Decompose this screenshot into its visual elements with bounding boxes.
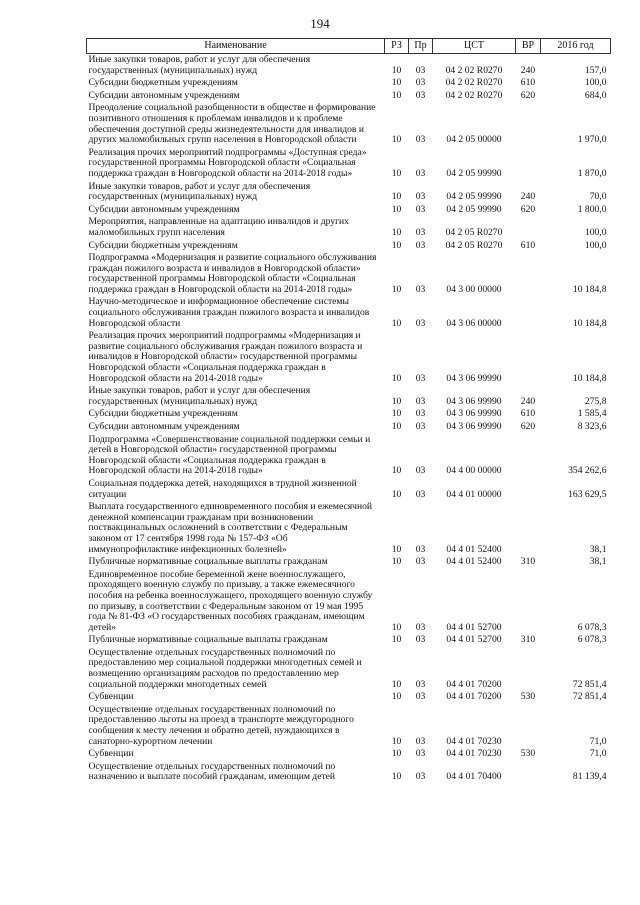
row-sum: 1 970,0 [577,134,607,146]
row-cst: 04 2 02 R0270 [445,89,503,101]
row-name: Реализация прочих мероприятий подпрограммы «Модернизация и развитие социального обслуживания граждан пожилого возраста и инвалидов в Новгородской области» государственной программы Новгородской области «Социальная поддержка граждан в Новгородской области на 2014-2018 годы» [88,330,363,384]
row-cst: 04 2 02 R0270 [445,77,503,89]
header-vr: ВР [516,39,541,54]
row-name: Субсидии бюджетным учреждениям [88,77,238,89]
row-cst: 04 4 01 70200 [446,678,502,690]
row-vr [516,647,541,691]
table-row [87,385,611,408]
row-pr: 03 [415,691,426,703]
row-name: Иные закупки товаров, работ и услуг для обеспечения государственных (муниципальных) нужд [88,180,311,203]
row-pr: 03 [415,556,426,568]
row-vr [516,102,541,146]
row-name: Осуществление отдельных государственных полномочий по предоставлению мер социальной поддержки многодетных семей и возмещению организациям расходов по предоставлению мер социальной поддержки многодетных семей [88,646,362,690]
row-sum: 72 851,4 [572,691,607,703]
row-rz: 10 [391,634,402,646]
row-name: Субсидии автономным учреждениям [88,203,240,215]
table-body [87,54,611,785]
row-cst: 04 3 06 99990 [446,395,502,407]
row-pr: 03 [415,543,426,555]
row-rz: 10 [391,748,402,760]
row-name: Подпрограмма «Совершенствование социальной поддержки семьи и детей в Новгородской области» государственной программы Новгородской области «Социальная поддержка граждан в Новгородской области на 2014-2018 годы» [88,433,371,477]
row-rz: 10 [391,372,402,384]
row-rz: 10 [391,64,402,76]
row-vr [516,569,541,635]
row-rz: 10 [391,89,402,101]
row-name: Публичные нормативные социальные выплаты гражданам [88,556,328,568]
row-pr: 03 [415,226,426,238]
table-row [87,634,611,647]
row-pr: 03 [415,239,426,251]
row-cst: 04 3 06 99990 [446,421,502,432]
row-name: Субвенции [88,748,134,760]
row-cst: 04 2 05 99990 [446,191,502,203]
row-cst: 04 4 01 00000 [446,488,502,500]
row-name: Субсидии автономным учреждениям [88,89,240,101]
row-cst: 04 2 02 R0270 [445,64,503,76]
row-pr: 03 [415,465,426,477]
row-sum: 70,0 [589,191,607,203]
row-vr: 240 [520,395,536,407]
budget-table [86,38,611,784]
row-sum: 38,1 [589,543,607,555]
row-rz: 10 [391,167,402,179]
table-row [87,691,611,704]
row-sum: 275,8 [584,395,607,407]
row-sum: 72 851,4 [572,678,607,690]
row-cst: 04 4 01 70400 [446,771,502,783]
row-rz: 10 [391,556,402,568]
table-row [87,478,611,501]
row-pr: 03 [415,134,426,146]
row-name: Иные закупки товаров, работ и услуг для обеспечения государственных (муниципальных) нужд [88,54,311,76]
row-rz: 10 [391,283,402,295]
row-vr: 310 [520,556,536,568]
row-name: Реализация прочих мероприятий подпрограммы «Доступная среда» государственной программы Новгородской области «Социальная поддержка граждан в Новгородской области на 2014-2018 годы» [88,146,367,179]
row-rz: 10 [391,543,402,555]
row-pr: 03 [415,634,426,646]
row-sum: 1 870,0 [577,167,607,179]
row-vr: 530 [520,691,536,703]
header-cst: ЦСТ [433,39,516,54]
row-name: Субсидии бюджетным учреждениям [88,408,238,420]
row-sum: 100,0 [584,239,607,251]
row-pr: 03 [415,372,426,384]
row-cst: 04 2 05 R0270 [445,226,503,238]
table-header-row [87,39,611,54]
row-sum: 1 800,0 [577,203,607,215]
row-rz: 10 [391,735,402,747]
row-sum: 71,0 [589,735,607,747]
table-row [87,216,611,239]
row-rz: 10 [391,678,402,690]
row-sum: 684,0 [584,89,607,101]
row-pr: 03 [415,735,426,747]
row-vr [516,761,541,784]
row-sum: 6 078,3 [577,634,607,646]
row-pr: 03 [415,421,426,432]
table-row [87,647,611,691]
row-sum: 163 629,5 [568,488,607,500]
row-name: Научно-методическое и информационное обеспечение системы социального обслуживания граждан пожилого возраста и инвалидов Новгородской области [88,296,370,329]
row-sum: 71,0 [589,748,607,760]
row-rz: 10 [391,465,402,477]
row-cst: 04 4 01 70230 [446,735,502,747]
row-pr: 03 [415,167,426,179]
row-vr: 610 [520,239,536,251]
header-year: 2016 год [541,39,611,54]
row-pr: 03 [415,748,426,760]
row-sum: 1 585,4 [577,408,607,420]
row-name: Единовременное пособие беременной жене военнослужащего, проходящего военную службу по призыву, а также ежемесячного пособия на ребенка военнослужащего, проходящего военную службу по призыву, в соответствии с Федеральным законом от 19 мая 1995 года № 81-ФЗ «О государственных пособиях гражданам, имеющим детей» [88,568,373,633]
row-pr: 03 [415,488,426,500]
row-rz: 10 [391,317,402,329]
row-rz: 10 [391,771,402,783]
table-row [87,147,611,181]
table-row [87,90,611,103]
row-vr [516,704,541,748]
row-name: Социальная поддержка детей, находящихся в трудной жизненной ситуации [88,477,357,500]
row-vr: 240 [520,64,536,76]
table-row [87,408,611,421]
row-pr: 03 [415,77,426,89]
table-row [87,434,611,478]
table-row [87,330,611,385]
row-name: Субвенции [88,691,134,703]
row-cst: 04 3 06 99990 [446,408,502,420]
row-vr: 620 [520,203,536,215]
table-row [87,296,611,330]
row-sum: 38,1 [589,556,607,568]
row-name: Преодоление социальной разобщенности в обществе и формирование позитивного отношения к проблемам инвалидов и к проблеме обеспечения доступной среды жизнедеятельности для инвалидов и других маломобильных групп населения в Новгородской области [88,102,376,146]
table-row [87,54,611,78]
row-pr: 03 [415,621,426,633]
table-row [87,704,611,748]
row-vr: 240 [520,191,536,203]
row-vr: 620 [520,89,536,101]
row-cst: 04 3 06 00000 [446,317,502,329]
row-sum: 10 184,8 [572,372,607,384]
row-vr: 610 [520,77,536,89]
row-pr: 03 [415,64,426,76]
row-cst: 04 4 01 52400 [446,543,502,555]
row-name: Публичные нормативные социальные выплаты гражданам [88,634,328,646]
row-name: Осуществление отдельных государственных полномочий по назначению и выплате пособий гражданам, имеющим детей [88,760,336,783]
row-rz: 10 [391,691,402,703]
row-rz: 10 [391,395,402,407]
row-vr [516,478,541,501]
header-rz: РЗ [385,39,409,54]
row-rz: 10 [391,203,402,215]
row-name: Субсидии автономным учреждениям [88,421,240,432]
row-vr [516,434,541,478]
row-pr: 03 [415,395,426,407]
row-cst: 04 3 00 00000 [446,283,502,295]
row-name: Выплата государственного единовременного пособия и ежемесячной денежной компенсации гражданам при возникновении поствакцинальных осложнений в соответствии с Федеральным законом от 17 сентября 1998 года № 157-ФЗ «Об иммунопрофилактике инфекционных болезней» [88,501,373,555]
table-row [87,556,611,569]
row-vr [516,501,541,556]
row-cst: 04 3 06 99990 [446,372,502,384]
row-vr: 310 [520,634,536,646]
row-cst: 04 4 01 70200 [446,691,502,703]
row-sum: 10 184,8 [572,283,607,295]
row-vr [516,216,541,239]
row-rz: 10 [391,621,402,633]
header-pr: Пр [409,39,433,54]
row-sum: 10 184,8 [572,317,607,329]
row-cst: 04 2 05 99990 [446,167,502,179]
table-row [87,181,611,204]
row-vr [516,296,541,330]
row-sum: 81 139,4 [572,771,607,783]
row-vr: 530 [520,748,536,760]
table-row [87,421,611,434]
row-cst: 04 2 05 00000 [446,134,502,146]
table-row [87,240,611,253]
row-vr [516,147,541,181]
row-pr: 03 [415,89,426,101]
row-pr: 03 [415,317,426,329]
row-vr [516,252,541,296]
row-pr: 03 [415,771,426,783]
row-vr [516,330,541,385]
table-row [87,77,611,90]
row-cst: 04 4 01 52700 [446,634,502,646]
row-sum: 6 078,3 [577,621,607,633]
row-name: Подпрограмма «Модернизация и развитие социального обслуживания граждан пожилого возраста и инвалидов в Новгородской области» государственной программы Новгородской области «Социальная поддержка граждан в Новгородской области на 2014-2018 годы» [88,252,377,295]
row-cst: 04 4 00 00000 [446,465,502,477]
row-name: Осуществление отдельных государственных полномочий по предоставлению льготы на проезд в транспорте междугородного сообщения к месту лечения и обратно детей, нуждающихся в санаторно-курортном лечении [88,703,354,747]
row-rz: 10 [391,421,402,432]
table-row [87,748,611,761]
table-row [87,761,611,784]
row-rz: 10 [391,488,402,500]
row-cst: 04 2 05 R0270 [445,239,503,251]
row-sum: 100,0 [584,77,607,89]
page-number: 194 [310,16,330,31]
row-name: Мероприятия, направленные на адаптацию инвалидов и других маломобильных групп населения [88,216,349,238]
table-row [87,204,611,217]
table-row [87,569,611,635]
row-vr: 610 [520,408,536,420]
row-rz: 10 [391,226,402,238]
header-name: Наименование [87,39,385,54]
row-sum: 100,0 [584,226,607,238]
row-pr: 03 [415,191,426,203]
row-pr: 03 [415,408,426,420]
table-row [87,102,611,146]
row-pr: 03 [415,203,426,215]
row-sum: 8 323,6 [577,421,607,432]
row-rz: 10 [391,191,402,203]
row-cst: 04 4 01 52700 [446,621,502,633]
row-name: Иные закупки товаров, работ и услуг для обеспечения государственных (муниципальных) нужд [88,385,311,407]
row-cst: 04 2 05 99990 [446,203,502,215]
row-rz: 10 [391,134,402,146]
table-row [87,252,611,296]
row-rz: 10 [391,408,402,420]
row-sum: 354 262,6 [568,465,607,477]
table-row [87,501,611,556]
row-rz: 10 [391,239,402,251]
row-cst: 04 4 01 52400 [446,556,502,568]
row-vr: 620 [520,421,536,432]
row-pr: 03 [415,283,426,295]
row-cst: 04 4 01 70230 [446,748,502,760]
row-pr: 03 [415,678,426,690]
row-rz: 10 [391,77,402,89]
row-name: Субсидии бюджетным учреждениям [88,239,238,251]
row-sum: 157,0 [584,64,607,76]
